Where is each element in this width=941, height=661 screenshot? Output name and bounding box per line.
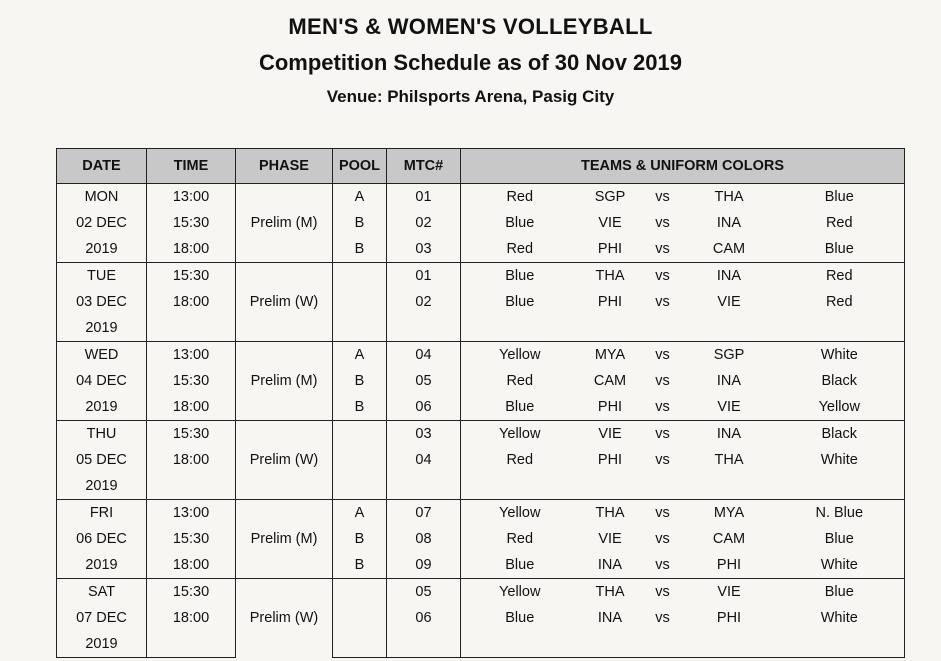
- team2-name: VIE: [684, 579, 775, 606]
- team2-color: [775, 631, 905, 658]
- pool-cell: B: [333, 526, 387, 552]
- team2-name: [684, 315, 775, 342]
- time-cell: 18:00: [147, 236, 236, 263]
- team1-name: THA: [579, 500, 642, 527]
- vs-label: vs: [642, 394, 684, 421]
- team2-color: Red: [775, 263, 905, 290]
- vs-label: vs: [655, 531, 670, 547]
- team1-name: PHI: [597, 294, 623, 310]
- table-row: [57, 236, 905, 263]
- time-cell: 18:00: [147, 394, 236, 421]
- team2-name: INA: [716, 215, 742, 231]
- team2-color: Blue: [775, 236, 905, 263]
- vs-label: vs: [655, 373, 670, 389]
- team2-color: Blue: [775, 579, 905, 606]
- team2-color: Red: [775, 210, 905, 236]
- pool-cell: [333, 263, 387, 290]
- team1-name: VIE: [598, 531, 622, 547]
- pool-cell: A: [333, 184, 387, 211]
- vs-label: vs: [642, 421, 684, 448]
- pool-cell: [333, 315, 387, 342]
- match-number-cell: 09: [387, 552, 461, 579]
- table-row: [57, 210, 905, 236]
- team1-name: THA: [579, 579, 642, 606]
- vs-label: vs: [642, 579, 684, 606]
- team2-color: Red: [775, 289, 905, 315]
- team1-color: [461, 631, 579, 658]
- vs-label: vs: [642, 263, 684, 290]
- time-cell: 13:00: [147, 500, 236, 527]
- team2-name: CAM: [712, 531, 746, 547]
- col-pool: POOL: [333, 149, 387, 184]
- time-cell: 15:30: [147, 526, 236, 552]
- team2-name: VIE: [684, 394, 775, 421]
- team2-name: [684, 473, 775, 500]
- table-row: [57, 552, 905, 579]
- match-number-cell: 08: [387, 526, 461, 552]
- team1-name: MYA: [579, 342, 642, 369]
- date-cell: 05 DEC: [57, 447, 147, 473]
- team2-name: [684, 631, 775, 658]
- col-match: MTC#: [387, 149, 461, 184]
- date-cell: WED: [57, 342, 147, 369]
- team2-name: MYA: [684, 500, 775, 527]
- team1-color: [461, 473, 579, 500]
- team1-name: [579, 631, 642, 658]
- phase-cell: Prelim (W): [236, 579, 333, 658]
- pool-cell: [333, 579, 387, 606]
- table-row: [57, 605, 905, 631]
- team1-name: THA: [579, 263, 642, 290]
- col-date: DATE: [57, 149, 147, 184]
- team1-color: Blue: [461, 210, 579, 236]
- team2-color: White: [775, 552, 905, 579]
- pool-cell: B: [333, 236, 387, 263]
- team2-name: PHI: [716, 610, 742, 626]
- date-cell: THU: [57, 421, 147, 448]
- match-number-cell: [387, 473, 461, 500]
- date-cell: SAT: [57, 579, 147, 606]
- vs-label: vs: [655, 452, 670, 468]
- venue-line: Venue: Philsports Arena, Pasig City: [326, 87, 615, 106]
- match-number-cell: 04: [387, 447, 461, 473]
- team2-color: N. Blue: [775, 500, 905, 527]
- match-number-cell: 06: [387, 605, 461, 631]
- date-cell: 2019: [57, 315, 147, 342]
- team1-color: Red: [461, 368, 579, 394]
- team1-name: [579, 473, 642, 500]
- col-teams: TEAMS & UNIFORM COLORS: [461, 149, 905, 184]
- match-number-cell: 05: [387, 368, 461, 394]
- header-row: [57, 149, 905, 184]
- team1-color: Red: [461, 526, 579, 552]
- table-row: [57, 184, 905, 211]
- vs-label: vs: [642, 184, 684, 211]
- team2-color: White: [775, 342, 905, 369]
- schedule-body: [57, 184, 905, 658]
- pool-cell: B: [333, 394, 387, 421]
- pool-cell: A: [333, 500, 387, 527]
- vs-label: vs: [655, 610, 670, 626]
- date-cell: 2019: [57, 473, 147, 500]
- time-cell: [147, 631, 236, 658]
- table-row: [57, 447, 905, 473]
- team2-name: PHI: [684, 552, 775, 579]
- team1-name: INA: [579, 552, 642, 579]
- phase-cell: Prelim (M): [236, 500, 333, 579]
- team1-color: Blue: [461, 552, 579, 579]
- vs-label: [642, 473, 684, 500]
- col-time: TIME: [147, 149, 236, 184]
- team2-color: Black: [775, 368, 905, 394]
- pool-cell: B: [333, 552, 387, 579]
- time-cell: 15:30: [147, 579, 236, 606]
- time-cell: [147, 315, 236, 342]
- team2-color: [775, 473, 905, 500]
- team1-color: Blue: [461, 263, 579, 290]
- pool-cell: [333, 421, 387, 448]
- time-cell: 15:30: [147, 210, 236, 236]
- match-number-cell: [387, 631, 461, 658]
- date-cell: TUE: [57, 263, 147, 290]
- match-number-cell: [387, 315, 461, 342]
- date-cell: 2019: [57, 552, 147, 579]
- team1-name: VIE: [579, 421, 642, 448]
- phase-cell: Prelim (W): [236, 263, 333, 342]
- date-cell: 07 DEC: [57, 605, 147, 631]
- table-row: [57, 526, 905, 552]
- team1-color: Yellow: [461, 500, 579, 527]
- pool-cell: [333, 631, 387, 658]
- phase-cell: Prelim (W): [236, 421, 333, 500]
- pool-cell: B: [333, 368, 387, 394]
- vs-label: vs: [642, 236, 684, 263]
- date-cell: 06 DEC: [57, 526, 147, 552]
- time-cell: 13:00: [147, 184, 236, 211]
- time-cell: 18:00: [147, 552, 236, 579]
- date-cell: 03 DEC: [57, 289, 147, 315]
- vs-label: vs: [642, 500, 684, 527]
- team1-color: Blue: [461, 289, 579, 315]
- team1-name: CAM: [593, 373, 627, 389]
- team2-name: VIE: [717, 294, 741, 310]
- team1-color: Yellow: [461, 579, 579, 606]
- team1-color: Red: [461, 184, 579, 211]
- pool-cell: [333, 605, 387, 631]
- time-cell: [147, 473, 236, 500]
- time-cell: 18:00: [147, 605, 236, 631]
- vs-label: vs: [642, 552, 684, 579]
- time-cell: 18:00: [147, 289, 236, 315]
- document-subtitle: Competition Schedule as of 30 Nov 2019: [258, 50, 682, 75]
- team2-color: Yellow: [775, 394, 905, 421]
- team2-color: Black: [775, 421, 905, 448]
- team1-color: Blue: [461, 605, 579, 631]
- team1-color: [461, 315, 579, 342]
- team1-name: [579, 315, 642, 342]
- pool-cell: [333, 473, 387, 500]
- match-number-cell: 03: [387, 421, 461, 448]
- table-row: [57, 394, 905, 421]
- document-title: MEN'S & WOMEN'S VOLLEYBALL: [288, 14, 653, 39]
- team1-name: PHI: [579, 394, 642, 421]
- team2-color: White: [775, 447, 905, 473]
- pool-cell: [333, 289, 387, 315]
- pool-cell: [333, 447, 387, 473]
- team2-color: Blue: [775, 184, 905, 211]
- team2-name: INA: [684, 421, 775, 448]
- time-cell: 15:30: [147, 368, 236, 394]
- date-cell: 2019: [57, 394, 147, 421]
- team1-color: Red: [461, 447, 579, 473]
- match-number-cell: 01: [387, 263, 461, 290]
- table-row: [57, 473, 905, 500]
- pool-cell: B: [333, 210, 387, 236]
- team2-name: CAM: [684, 236, 775, 263]
- pool-cell: A: [333, 342, 387, 369]
- schedule-table: [56, 148, 905, 658]
- team2-name: INA: [716, 373, 742, 389]
- match-number-cell: 05: [387, 579, 461, 606]
- table-row: [57, 631, 905, 658]
- date-cell: 2019: [57, 236, 147, 263]
- match-number-cell: 02: [387, 289, 461, 315]
- team1-name: PHI: [597, 452, 623, 468]
- team2-name: THA: [684, 184, 775, 211]
- match-number-cell: 07: [387, 500, 461, 527]
- match-number-cell: 06: [387, 394, 461, 421]
- date-cell: 2019: [57, 631, 147, 658]
- table-row: [57, 289, 905, 315]
- time-cell: 15:30: [147, 421, 236, 448]
- table-row: [57, 421, 905, 448]
- team2-color: [775, 315, 905, 342]
- team2-color: White: [775, 605, 905, 631]
- col-phase: PHASE: [236, 149, 333, 184]
- table-row: [57, 500, 905, 527]
- time-cell: 13:00: [147, 342, 236, 369]
- table-row: [57, 315, 905, 342]
- date-cell: 04 DEC: [57, 368, 147, 394]
- team2-name: THA: [714, 452, 744, 468]
- team2-name: INA: [684, 263, 775, 290]
- phase-cell: Prelim (M): [236, 342, 333, 421]
- time-cell: 15:30: [147, 263, 236, 290]
- phase-cell: Prelim (M): [236, 184, 333, 263]
- vs-label: vs: [655, 294, 670, 310]
- team1-name: INA: [597, 610, 623, 626]
- vs-label: [642, 631, 684, 658]
- date-cell: 02 DEC: [57, 210, 147, 236]
- team2-name: SGP: [684, 342, 775, 369]
- team1-name: VIE: [598, 215, 622, 231]
- team2-color: Blue: [775, 526, 905, 552]
- team1-color: Yellow: [461, 342, 579, 369]
- team1-color: Blue: [461, 394, 579, 421]
- match-number-cell: 03: [387, 236, 461, 263]
- team1-name: SGP: [579, 184, 642, 211]
- table-row: [57, 342, 905, 369]
- team1-color: Yellow: [461, 421, 579, 448]
- match-number-cell: 01: [387, 184, 461, 211]
- match-number-cell: 02: [387, 210, 461, 236]
- team1-name: PHI: [579, 236, 642, 263]
- time-cell: 18:00: [147, 447, 236, 473]
- vs-label: vs: [655, 215, 670, 231]
- match-number-cell: 04: [387, 342, 461, 369]
- vs-label: vs: [642, 342, 684, 369]
- team1-color: Red: [461, 236, 579, 263]
- vs-label: [642, 315, 684, 342]
- table-row: [57, 368, 905, 394]
- date-cell: MON: [57, 184, 147, 211]
- table-row: [57, 579, 905, 606]
- table-row: [57, 263, 905, 290]
- date-cell: FRI: [57, 500, 147, 527]
